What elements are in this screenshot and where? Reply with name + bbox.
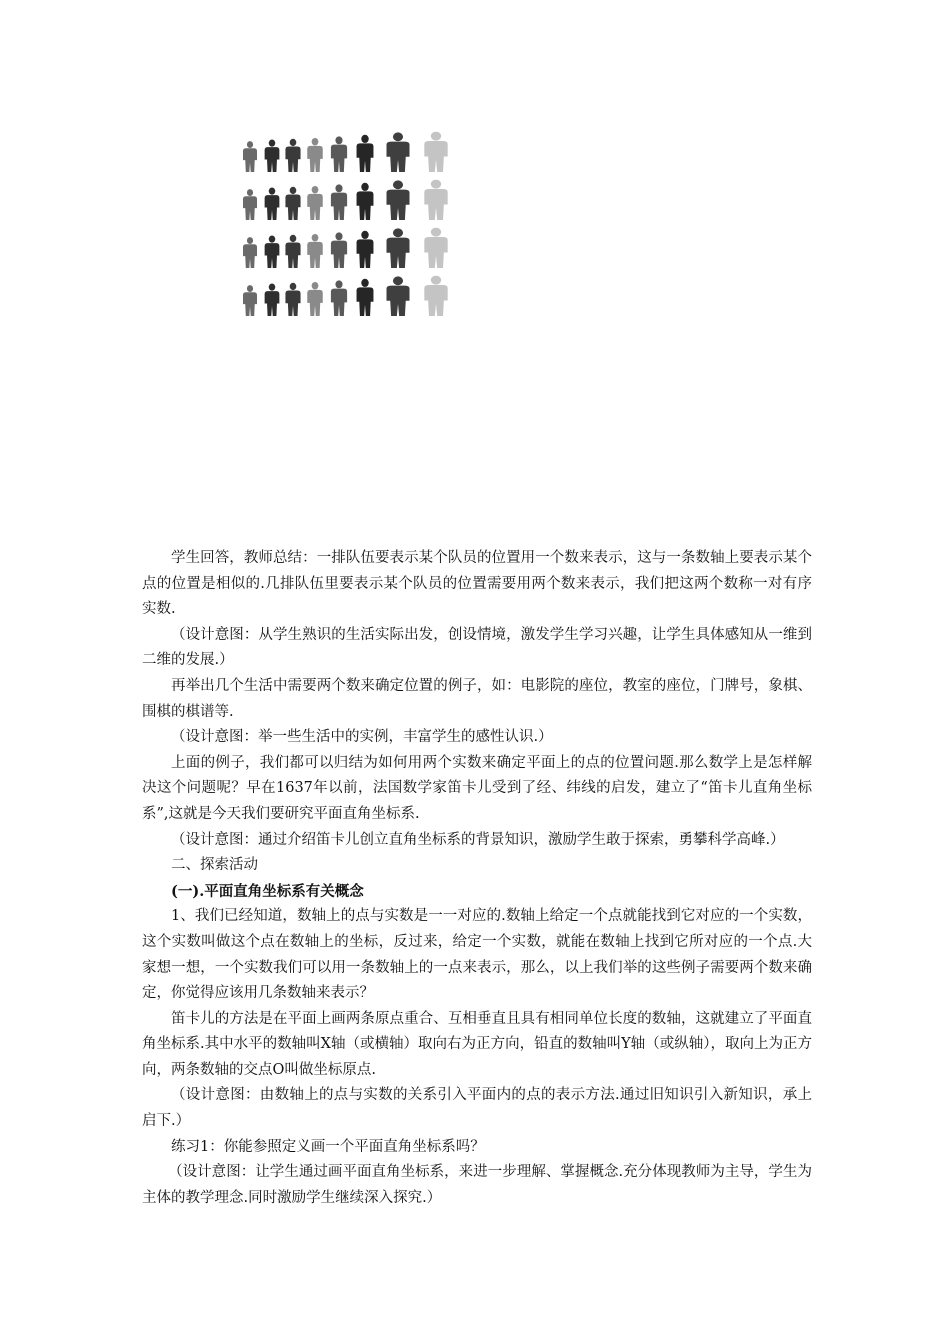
person-silhouette [331, 184, 347, 220]
person-silhouette [265, 284, 280, 316]
person-silhouette [424, 276, 447, 316]
person-silhouette [387, 228, 410, 268]
person-silhouette [357, 231, 374, 268]
paragraph-descartes-history: 上面的例子，我们都可以归结为如何用两个实数来确定平面上的点的位置问题.那么数学上是怎样解决这个问题呢？早在1637年以前，法国数学家笛卡儿受到了经、纬线的启发，建立了“笛卡儿直角坐标系”,这就是今天我们要研究平面直角坐标系. [142, 754, 812, 822]
person-silhouette [265, 188, 280, 220]
person-silhouette [424, 180, 447, 220]
person-silhouette [331, 280, 347, 316]
person-silhouette [357, 135, 374, 172]
paragraph-design-intent-1: （设计意图：从学生熟识的生活实际出发，创设情境，激发学生学习兴趣，让学生具体感知从一维到二维的发展.） [142, 626, 812, 669]
person-silhouette [243, 285, 257, 316]
person-silhouette [307, 138, 322, 172]
person-silhouette [265, 140, 280, 172]
person-silhouette [387, 276, 410, 316]
person-silhouette [424, 228, 447, 268]
person-silhouette [357, 279, 374, 316]
person-silhouette [424, 132, 447, 172]
paragraph-coordinate-definition: 笛卡儿的方法是在平面上画两条原点重合、互相垂直且具有相同单位长度的数轴，这就建立了平面直角坐标系.其中水平的数轴叫X轴（或横轴）取向右为正方向，铅直的数轴叫Y轴（或纵轴），取向上为正方向，两条数轴的交点O叫做坐标原点. [142, 1010, 812, 1078]
paragraph-life-examples: 再举出几个生活中需要两个数来确定位置的例子，如：电影院的座位，教室的座位，门牌号，象棋、围棋的棋谱等. [142, 677, 812, 720]
paragraph-design-intent-2: （设计意图：举一些生活中的实例，丰富学生的感性认识.） [171, 729, 553, 746]
person-silhouette [331, 232, 347, 268]
paragraph-student-answer: 学生回答，教师总结：一排队伍要表示某个队员的位置用一个数来表示，这与一条数轴上要表示某个点的位置是相似的.几排队伍里要表示某个队员的位置需要用两个数来表示，我们把这两个数称一对有序实数. [142, 550, 812, 618]
person-silhouette [243, 141, 257, 172]
person-silhouette [307, 234, 322, 268]
paragraph-number-line: 1、我们已经知道，数轴上的点与实数是一一对应的.数轴上给定一个点就能找到它对应的一个实数，这个实数叫做这个点在数轴上的坐标，反过来，给定一个实数，就能在数轴上找到它所对应的一个点.大家想一想，一个实数我们可以用一条数轴上的一点来表示，那么，以上我们举的这些例子需要两个数来确定，你觉得应该用几条数轴来表示？ [142, 908, 812, 1002]
person-silhouette [307, 186, 322, 220]
subsection-heading-concepts: (一).平面直角坐标系有关概念 [171, 882, 364, 900]
paragraph-exercise-1: 练习1：你能参照定义画一个平面直角坐标系吗？ [171, 1138, 485, 1155]
person-silhouette [285, 187, 300, 220]
person-silhouette [243, 237, 257, 268]
person-silhouette [387, 180, 410, 220]
people-grid-icon [238, 124, 460, 320]
people-grid-figure [238, 124, 460, 320]
person-silhouette [285, 235, 300, 268]
person-silhouette [285, 139, 300, 172]
paragraph-design-intent-5: （设计意图：让学生通过画平面直角坐标系，来进一步理解、掌握概念.充分体现教师为主导，学生为主体的教学理念.同时激励学生继续深入探究.） [142, 1164, 812, 1206]
paragraph-design-intent-4: （设计意图：由数轴上的点与实数的关系引入平面内的点的表示方法.通过旧知识引入新知识，承上启下.） [142, 1087, 812, 1130]
person-silhouette [243, 189, 257, 220]
section-heading-explore: 二、探索活动 [171, 857, 258, 874]
document-body [142, 546, 812, 1211]
person-silhouette [265, 236, 280, 268]
person-silhouette [331, 136, 347, 172]
person-silhouette [307, 282, 322, 316]
person-silhouette [285, 283, 300, 316]
person-silhouette [357, 183, 374, 220]
person-silhouette [387, 132, 410, 172]
paragraph-design-intent-3: （设计意图：通过介绍笛卡儿创立直角坐标系的背景知识，激励学生敢于探索，勇攀科学高峰.） [171, 831, 785, 848]
